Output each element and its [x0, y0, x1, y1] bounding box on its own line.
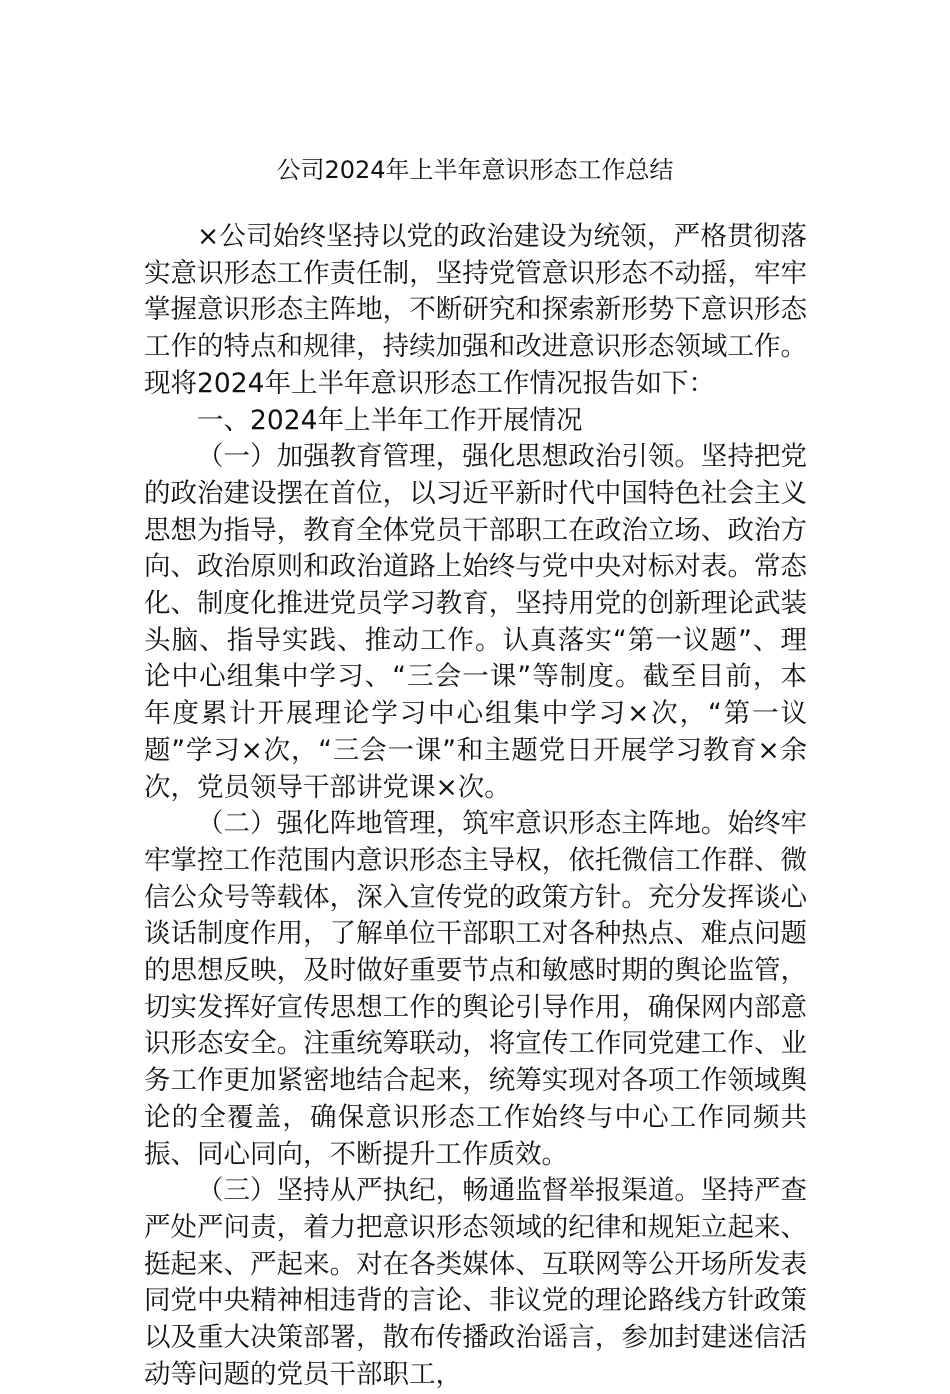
subsection-paragraph-3: （三）坚持从严执纪，畅通监督举报渠道。坚持严查严处严问责，着力把意识形态领域的纪律和规矩立起来、挺起来、严起来。对在各类媒体、互联网等公开场所发表同党中央精神相违背的言论、非议党的理论路线方针政策以及重大决策部署，散布传播政治谣言，参加封建迷信活动等问题的党员干部职工，: [144, 1175, 807, 1390]
document-body: [144, 219, 807, 1394]
document-title: 公司2024年上半年意识形态工作总结: [276, 156, 674, 184]
subsection-paragraph-1: （一）加强教育管理，强化思想政治引领。坚持把党的政治建设摆在首位，以习近平新时代中国特色社会主义思想为指导，教育全体党员干部职工在政治立场、政治方向、政治原则和政治道路上始终与党中央对标对表。常态化、制度化推进党员学习教育，坚持用党的创新理论武装头脑、指导实践、推动工作。认真落实“第一议题”、理论中心组集中学习、“三会一课”等制度。截至目前，本年度累计开展理论学习中心组集中学习×次，“第一议题”学习×次，“三会一课”和主题党日开展学习教育×余次，党员领导干部讲党课×次。: [144, 441, 807, 803]
section-heading: 一、2024年上半年工作开展情况: [197, 404, 583, 436]
subsection-paragraph-2: （二）强化阵地管理，筑牢意识形态主阵地。始终牢牢掌控工作范围内意识形态主导权，依托微信工作群、微信公众号等载体，深入宣传党的政策方针。充分发挥谈心谈话制度作用，了解单位干部职工对各种热点、难点问题的思想反映，及时做好重要节点和敏感时期的舆论监管，切实发挥好宣传思想工作的舆论引导作用，确保网内部意识形态安全。注重统筹联动，将宣传工作同党建工作、业务工作更加紧密地结合起来，统筹实现对各项工作领域舆论的全覆盖，确保意识形态工作始终与中心工作同频共振、同心同向，不断提升工作质效。: [144, 808, 807, 1170]
intro-paragraph: ×公司始终坚持以党的政治建设为统领，严格贯彻落实意识形态工作责任制，坚持党管意识形态不动摇，牢牢掌握意识形态主阵地，不断研究和探索新形势下意识形态工作的特点和规律，持续加强和改进意识形态领域工作。现将2024年上半年意识形态工作情况报告如下：: [144, 221, 807, 399]
